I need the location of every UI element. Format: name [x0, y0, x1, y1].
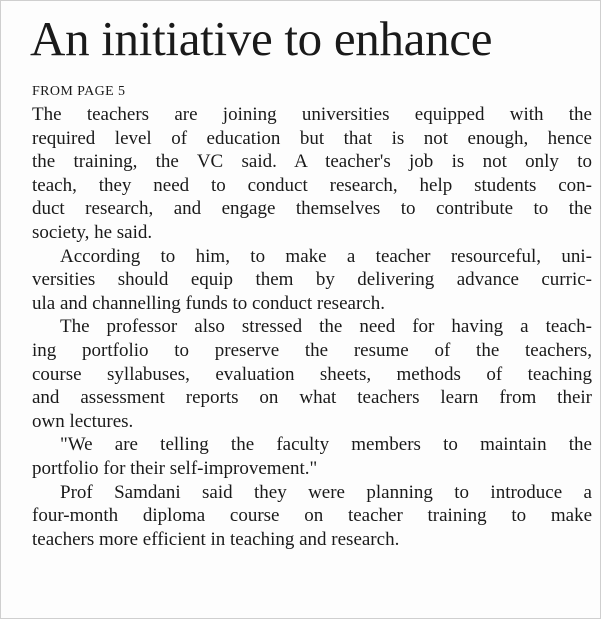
paragraph-line: society, he said. — [32, 221, 153, 243]
paragraph-line: teachers more efficient in teaching and research. — [32, 528, 400, 550]
paragraph-line: four-month diploma course on teacher training to make — [32, 505, 592, 527]
article-paragraph — [32, 433, 592, 480]
paragraph-line: and assessment reports on what teachers learn from their — [32, 387, 592, 409]
article-paragraph — [32, 315, 592, 433]
paragraph-line: own lectures. — [32, 410, 134, 432]
paragraph-line: required level of education but that is not enough, hence — [32, 127, 592, 149]
paragraph-line: versities should equip them by delivering advance curric- — [32, 269, 592, 291]
paragraph-line: course syllabuses, evaluation sheets, methods of teaching — [32, 363, 592, 385]
headline: An initiative to enhance — [30, 11, 493, 66]
article-paragraph — [32, 245, 592, 316]
paragraph-line: Prof Samdani said they were planning to introduce a — [60, 481, 592, 503]
paragraph-line: According to him, to make a teacher resourceful, uni- — [60, 245, 592, 267]
paragraph-line: The teachers are joining universities equipped with the — [32, 104, 592, 125]
paragraph-line: ula and channelling funds to conduct research. — [32, 292, 385, 314]
paragraph-line: portfolio for their self-improvement." — [32, 457, 318, 479]
paragraph-line: "We are telling the faculty members to maintain the — [60, 434, 592, 456]
paragraph-line: duct research, and engage themselves to contribute to the — [32, 198, 592, 220]
article-paragraph — [32, 103, 592, 245]
dateline: FROM PAGE 5 — [32, 84, 126, 99]
paragraph-line: The professor also stressed the need for having a teach- — [60, 316, 592, 338]
paragraph-line: the training, the VC said. A teacher's job is not only to — [32, 151, 592, 173]
article-body — [32, 103, 592, 551]
paragraph-line: teach, they need to conduct research, help students con- — [32, 174, 592, 196]
article-paragraph — [32, 481, 592, 552]
paragraph-line: ing portfolio to preserve the resume of the teachers, — [32, 339, 592, 361]
